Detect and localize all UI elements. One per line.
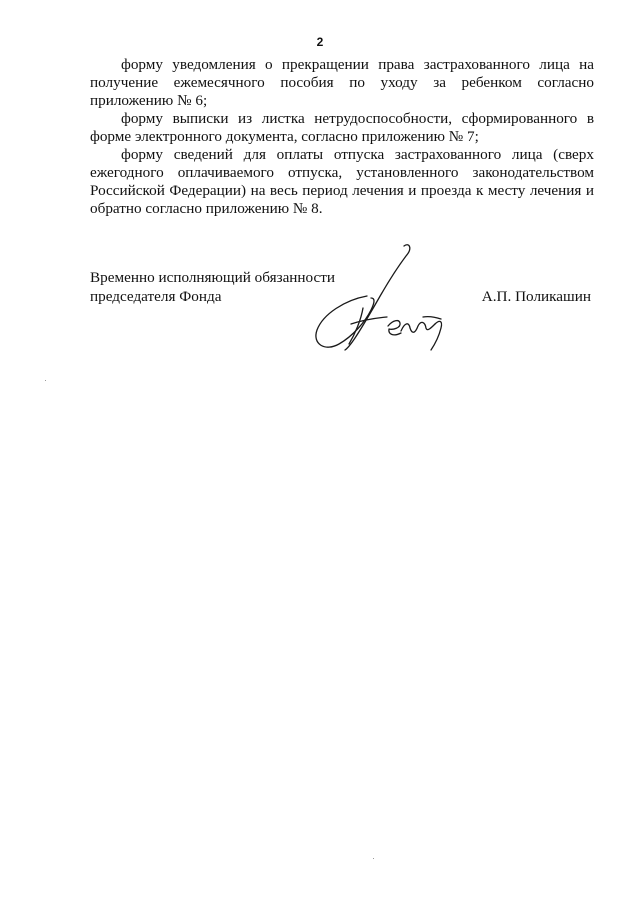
signatory-name: А.П. Поликашин (481, 288, 591, 305)
handwritten-signature (305, 240, 455, 360)
paragraph-form-notification: форму уведомления о прекращении права застрахованного лица на получение ежемесячного пособия по уходу за ребенком согласно приложению № 6; (90, 56, 594, 109)
paragraph-form-vacation-payment: форму сведений для оплаты отпуска застрахованного лица (сверх ежегодного оплачиваемого отпуска, установленного законодательством Российской Федерации) на весь период лечения и проезда к месту лечения и обратно согласно приложению № 8. (90, 146, 594, 217)
signatory-title-line1: Временно исполняющий обязанности (90, 269, 336, 286)
signatory-title-line2: председателя Фонда (90, 288, 222, 305)
document-body (90, 56, 594, 218)
scan-speck (373, 858, 374, 859)
paragraph-form-sick-leave-extract: форму выписки из листка нетрудоспособности, сформированного в форме электронного документа, согласно приложению № 7; (90, 110, 594, 145)
page-number: 2 (316, 35, 324, 49)
scan-speck (45, 380, 46, 381)
